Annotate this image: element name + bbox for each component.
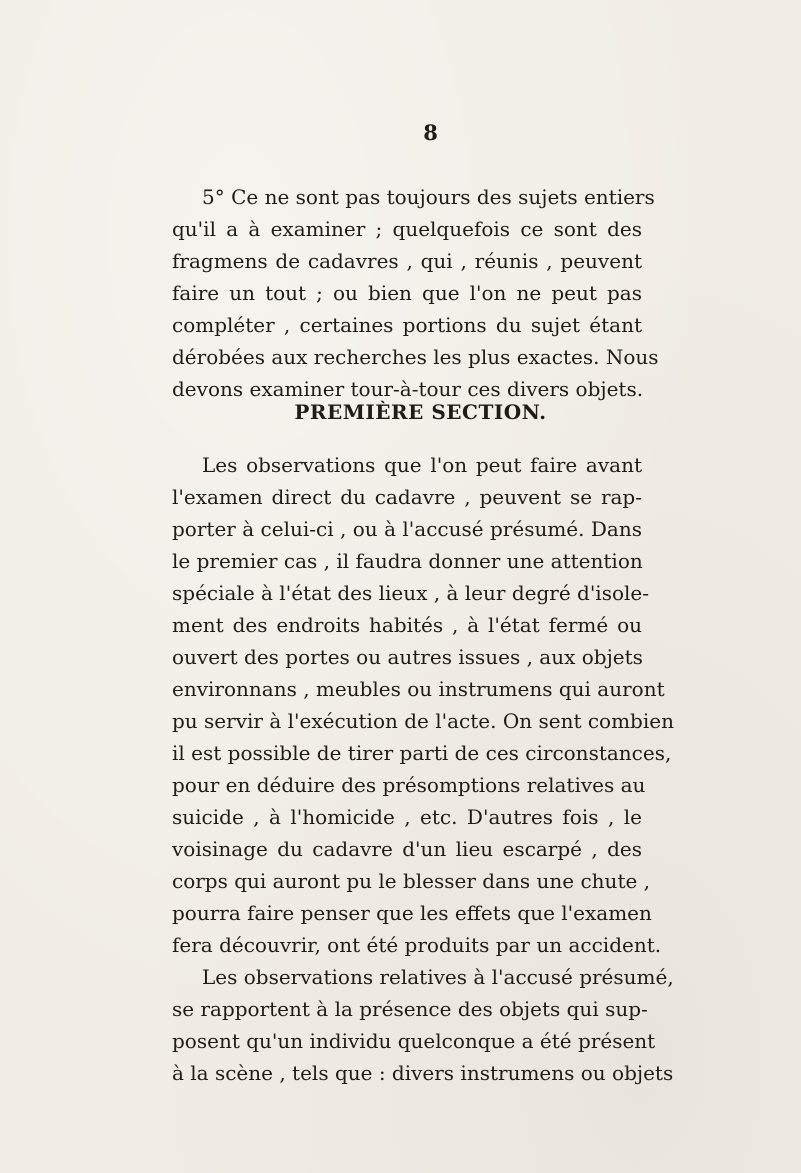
text-line: devons examiner tour-à-tour ces divers objets. xyxy=(172,377,644,401)
text-line: il est possible de tirer parti de ces circonstances, xyxy=(172,741,672,765)
text-line: Les observations relatives à l'accusé présumé, xyxy=(202,965,674,989)
text-line: posent qu'un individu quelconque a été présent xyxy=(172,1029,656,1053)
text-line: porter à celui-ci , ou à l'accusé présumé. Dans xyxy=(172,517,642,541)
text-line: Les observations que l'on peut faire avant xyxy=(202,453,642,477)
text-line: pour en déduire des présomptions relatives au xyxy=(172,773,646,797)
text-line: pu servir à l'exécution de l'acte. On sent combien xyxy=(172,709,674,733)
text-line: l'examen direct du cadavre , peuvent se rap- xyxy=(172,485,642,509)
text-line: environnans , meubles ou instrumens qui auront xyxy=(172,677,665,701)
text-line: compléter , certaines portions du sujet étant xyxy=(172,313,642,337)
text-line: fragmens de cadavres , qui , réunis , peuvent xyxy=(172,249,642,273)
page-number: 8 xyxy=(423,120,438,145)
paragraph-observations xyxy=(172,449,674,1089)
text-line: ouvert des portes ou autres issues , aux objets xyxy=(172,645,643,669)
paragraph-fragments xyxy=(172,181,659,405)
text-line: 5° Ce ne sont pas toujours des sujets entiers xyxy=(202,185,655,209)
text-line: ment des endroits habités , à l'état fermé ou xyxy=(172,613,642,637)
text-line: à la scène , tels que : divers instrumens ou objets xyxy=(172,1061,674,1085)
text-line: spéciale à l'état des lieux , à leur degré d'isole- xyxy=(172,581,650,605)
text-line: se rapportent à la présence des objets qui sup- xyxy=(172,997,648,1021)
section-heading: PREMIÈRE SECTION. xyxy=(294,400,547,424)
text-line: pourra faire penser que les effets que l'examen xyxy=(172,901,652,925)
text-line: voisinage du cadavre d'un lieu escarpé , des xyxy=(172,837,642,861)
text-line: fera découvrir, ont été produits par un accident. xyxy=(172,933,662,957)
text-line: corps qui auront pu le blesser dans une chute , xyxy=(172,869,651,893)
text-line: faire un tout ; ou bien que l'on ne peut pas xyxy=(172,281,642,305)
text-line: qu'il a à examiner ; quelquefois ce sont des xyxy=(172,217,642,241)
text-line: dérobées aux recherches les plus exactes. Nous xyxy=(172,345,659,369)
text-line: suicide , à l'homicide , etc. D'autres fois , le xyxy=(172,805,642,829)
text-line: le premier cas , il faudra donner une attention xyxy=(172,549,643,573)
